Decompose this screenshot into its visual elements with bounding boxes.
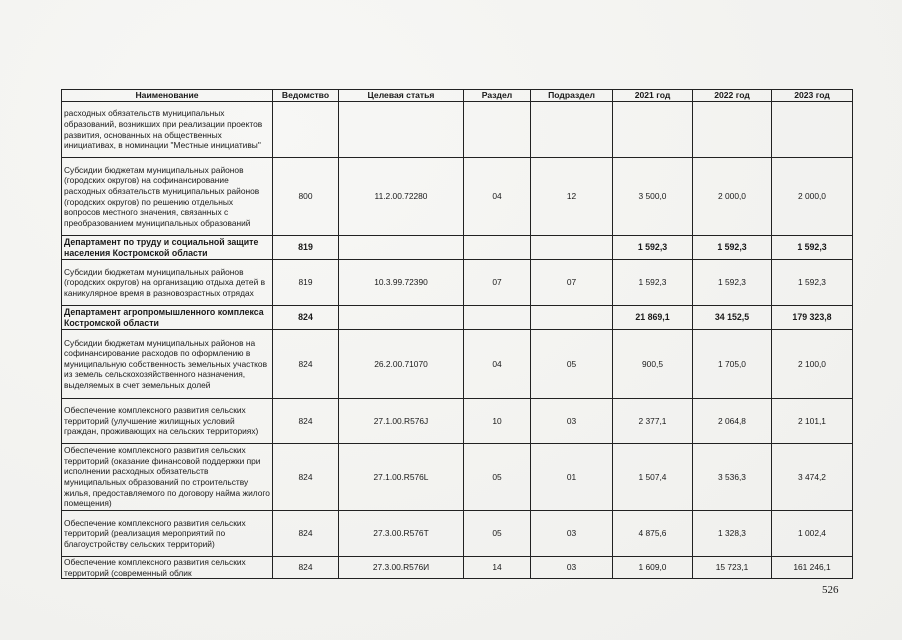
row-target-article-cell: 27.1.00.R576J bbox=[339, 399, 464, 444]
row-department-cell: 819 bbox=[273, 236, 339, 260]
row-department-cell: 824 bbox=[273, 399, 339, 444]
row-subsection-cell: 03 bbox=[531, 399, 613, 444]
row-department-cell: 824 bbox=[273, 330, 339, 399]
row-2023-cell: 179 323,8 bbox=[772, 306, 853, 330]
row-2021-cell: 2 377,1 bbox=[613, 399, 693, 444]
row-name-cell: Обеспечение комплексного развития сельских территорий (улучшение жилищных условий граждан, проживающих на сельских территориях) bbox=[62, 399, 273, 444]
table-row bbox=[62, 236, 853, 260]
row-department-cell: 824 bbox=[273, 557, 339, 579]
row-section-cell: 10 bbox=[464, 399, 531, 444]
row-2023-cell: 2 101,1 bbox=[772, 399, 853, 444]
row-2022-cell: 34 152,5 bbox=[693, 306, 772, 330]
row-subsection-cell: 03 bbox=[531, 511, 613, 557]
row-name-cell: Департамент по труду и социальной защите населения Костромской области bbox=[62, 236, 273, 260]
row-department-cell: 824 bbox=[273, 444, 339, 511]
row-target-article-cell: 10.3.99.72390 bbox=[339, 260, 464, 306]
row-name-cell: Субсидии бюджетам муниципальных районов (городских округов) на организацию отдыха детей в каникулярное время в разновозрастных отрядах bbox=[62, 260, 273, 306]
row-2022-cell bbox=[693, 102, 772, 158]
row-target-article-cell: 27.3.00.R576T bbox=[339, 511, 464, 557]
row-section-cell: 07 bbox=[464, 260, 531, 306]
row-target-article-cell: 11.2.00.72280 bbox=[339, 158, 464, 236]
header-2022: 2022 год bbox=[693, 90, 772, 102]
row-subsection-cell bbox=[531, 102, 613, 158]
row-2022-cell: 1 592,3 bbox=[693, 260, 772, 306]
row-section-cell: 05 bbox=[464, 511, 531, 557]
row-department-cell: 819 bbox=[273, 260, 339, 306]
row-name-cell: Обеспечение комплексного развития сельских территорий (реализация мероприятий по благоустройству сельских территорий) bbox=[62, 511, 273, 557]
row-2021-cell: 1 507,4 bbox=[613, 444, 693, 511]
header-2021: 2021 год bbox=[613, 90, 693, 102]
row-2021-cell: 900,5 bbox=[613, 330, 693, 399]
table-row bbox=[62, 260, 853, 306]
table-row bbox=[62, 330, 853, 399]
row-target-article-cell: 27.1.00.R576L bbox=[339, 444, 464, 511]
row-2022-cell: 1 705,0 bbox=[693, 330, 772, 399]
row-name-cell: Обеспечение комплексного развития сельских территорий (оказание финансовой поддержки при исполнении расходных обязательств муниципальных образований по строительству жилья, предоставляемого по договору найма жилого помещения) bbox=[62, 444, 273, 511]
row-target-article-cell bbox=[339, 306, 464, 330]
row-2023-cell: 1 592,3 bbox=[772, 236, 853, 260]
row-department-cell bbox=[273, 102, 339, 158]
table-row bbox=[62, 557, 853, 579]
row-2021-cell: 1 609,0 bbox=[613, 557, 693, 579]
row-2021-cell: 4 875,6 bbox=[613, 511, 693, 557]
row-department-cell: 800 bbox=[273, 158, 339, 236]
header-2023: 2023 год bbox=[772, 90, 853, 102]
table-row bbox=[62, 511, 853, 557]
row-target-article-cell: 26.2.00.71070 bbox=[339, 330, 464, 399]
row-subsection-cell: 03 bbox=[531, 557, 613, 579]
row-section-cell bbox=[464, 306, 531, 330]
row-name-cell: расходных обязательств муниципальных образований, возникших при реализации проектов развития, основанных на общественных инициативах, в номинации "Местные инициативы" bbox=[62, 102, 273, 158]
row-target-article-cell: 27.3.00.R576И bbox=[339, 557, 464, 579]
row-name-cell: Субсидии бюджетам муниципальных районов (городских округов) на софинансирование расходных обязательств муниципальных районов (городских округов) по решению отдельных вопросов местного значения, связанных с преобразованием муниципальных образований bbox=[62, 158, 273, 236]
row-name-cell: Департамент агропромышленного комплекса Костромской области bbox=[62, 306, 273, 330]
table-body bbox=[62, 102, 853, 579]
row-name-cell: Субсидии бюджетам муниципальных районов на софинансирование расходов по оформлению в муниципальную собственность земельных участков из земель сельскохозяйственного назначения, выделяемых в счет земельных долей bbox=[62, 330, 273, 399]
row-target-article-cell bbox=[339, 236, 464, 260]
header-section: Раздел bbox=[464, 90, 531, 102]
row-2022-cell: 2 000,0 bbox=[693, 158, 772, 236]
header-department: Ведомство bbox=[273, 90, 339, 102]
row-2023-cell: 3 474,2 bbox=[772, 444, 853, 511]
row-subsection-cell: 05 bbox=[531, 330, 613, 399]
row-2021-cell: 1 592,3 bbox=[613, 236, 693, 260]
row-subsection-cell bbox=[531, 236, 613, 260]
row-2021-cell bbox=[613, 102, 693, 158]
table-row bbox=[62, 399, 853, 444]
row-2021-cell: 21 869,1 bbox=[613, 306, 693, 330]
row-2021-cell: 3 500,0 bbox=[613, 158, 693, 236]
header-subsection: Подраздел bbox=[531, 90, 613, 102]
row-2022-cell: 3 536,3 bbox=[693, 444, 772, 511]
row-2023-cell: 161 246,1 bbox=[772, 557, 853, 579]
table-row bbox=[62, 306, 853, 330]
row-2021-cell: 1 592,3 bbox=[613, 260, 693, 306]
row-name-cell: Обеспечение комплексного развития сельских территорий (современный облик bbox=[62, 557, 273, 579]
row-2022-cell: 1 328,3 bbox=[693, 511, 772, 557]
row-section-cell bbox=[464, 236, 531, 260]
row-2022-cell: 2 064,8 bbox=[693, 399, 772, 444]
row-2022-cell: 1 592,3 bbox=[693, 236, 772, 260]
row-target-article-cell bbox=[339, 102, 464, 158]
row-subsection-cell: 07 bbox=[531, 260, 613, 306]
row-subsection-cell: 12 bbox=[531, 158, 613, 236]
row-2023-cell: 1 002,4 bbox=[772, 511, 853, 557]
row-2023-cell: 2 100,0 bbox=[772, 330, 853, 399]
row-section-cell: 14 bbox=[464, 557, 531, 579]
row-2023-cell: 1 592,3 bbox=[772, 260, 853, 306]
page-number: 526 bbox=[822, 584, 839, 596]
row-department-cell: 824 bbox=[273, 306, 339, 330]
row-section-cell: 04 bbox=[464, 330, 531, 399]
table-row bbox=[62, 102, 853, 158]
row-section-cell: 05 bbox=[464, 444, 531, 511]
row-2023-cell bbox=[772, 102, 853, 158]
row-section-cell bbox=[464, 102, 531, 158]
table-header-row bbox=[62, 90, 853, 102]
header-target-article: Целевая статья bbox=[339, 90, 464, 102]
row-department-cell: 824 bbox=[273, 511, 339, 557]
header-name: Наименование bbox=[62, 90, 273, 102]
row-section-cell: 04 bbox=[464, 158, 531, 236]
budget-table bbox=[61, 89, 853, 579]
table-row bbox=[62, 444, 853, 511]
table-row bbox=[62, 158, 853, 236]
row-subsection-cell: 01 bbox=[531, 444, 613, 511]
row-2022-cell: 15 723,1 bbox=[693, 557, 772, 579]
row-subsection-cell bbox=[531, 306, 613, 330]
row-2023-cell: 2 000,0 bbox=[772, 158, 853, 236]
